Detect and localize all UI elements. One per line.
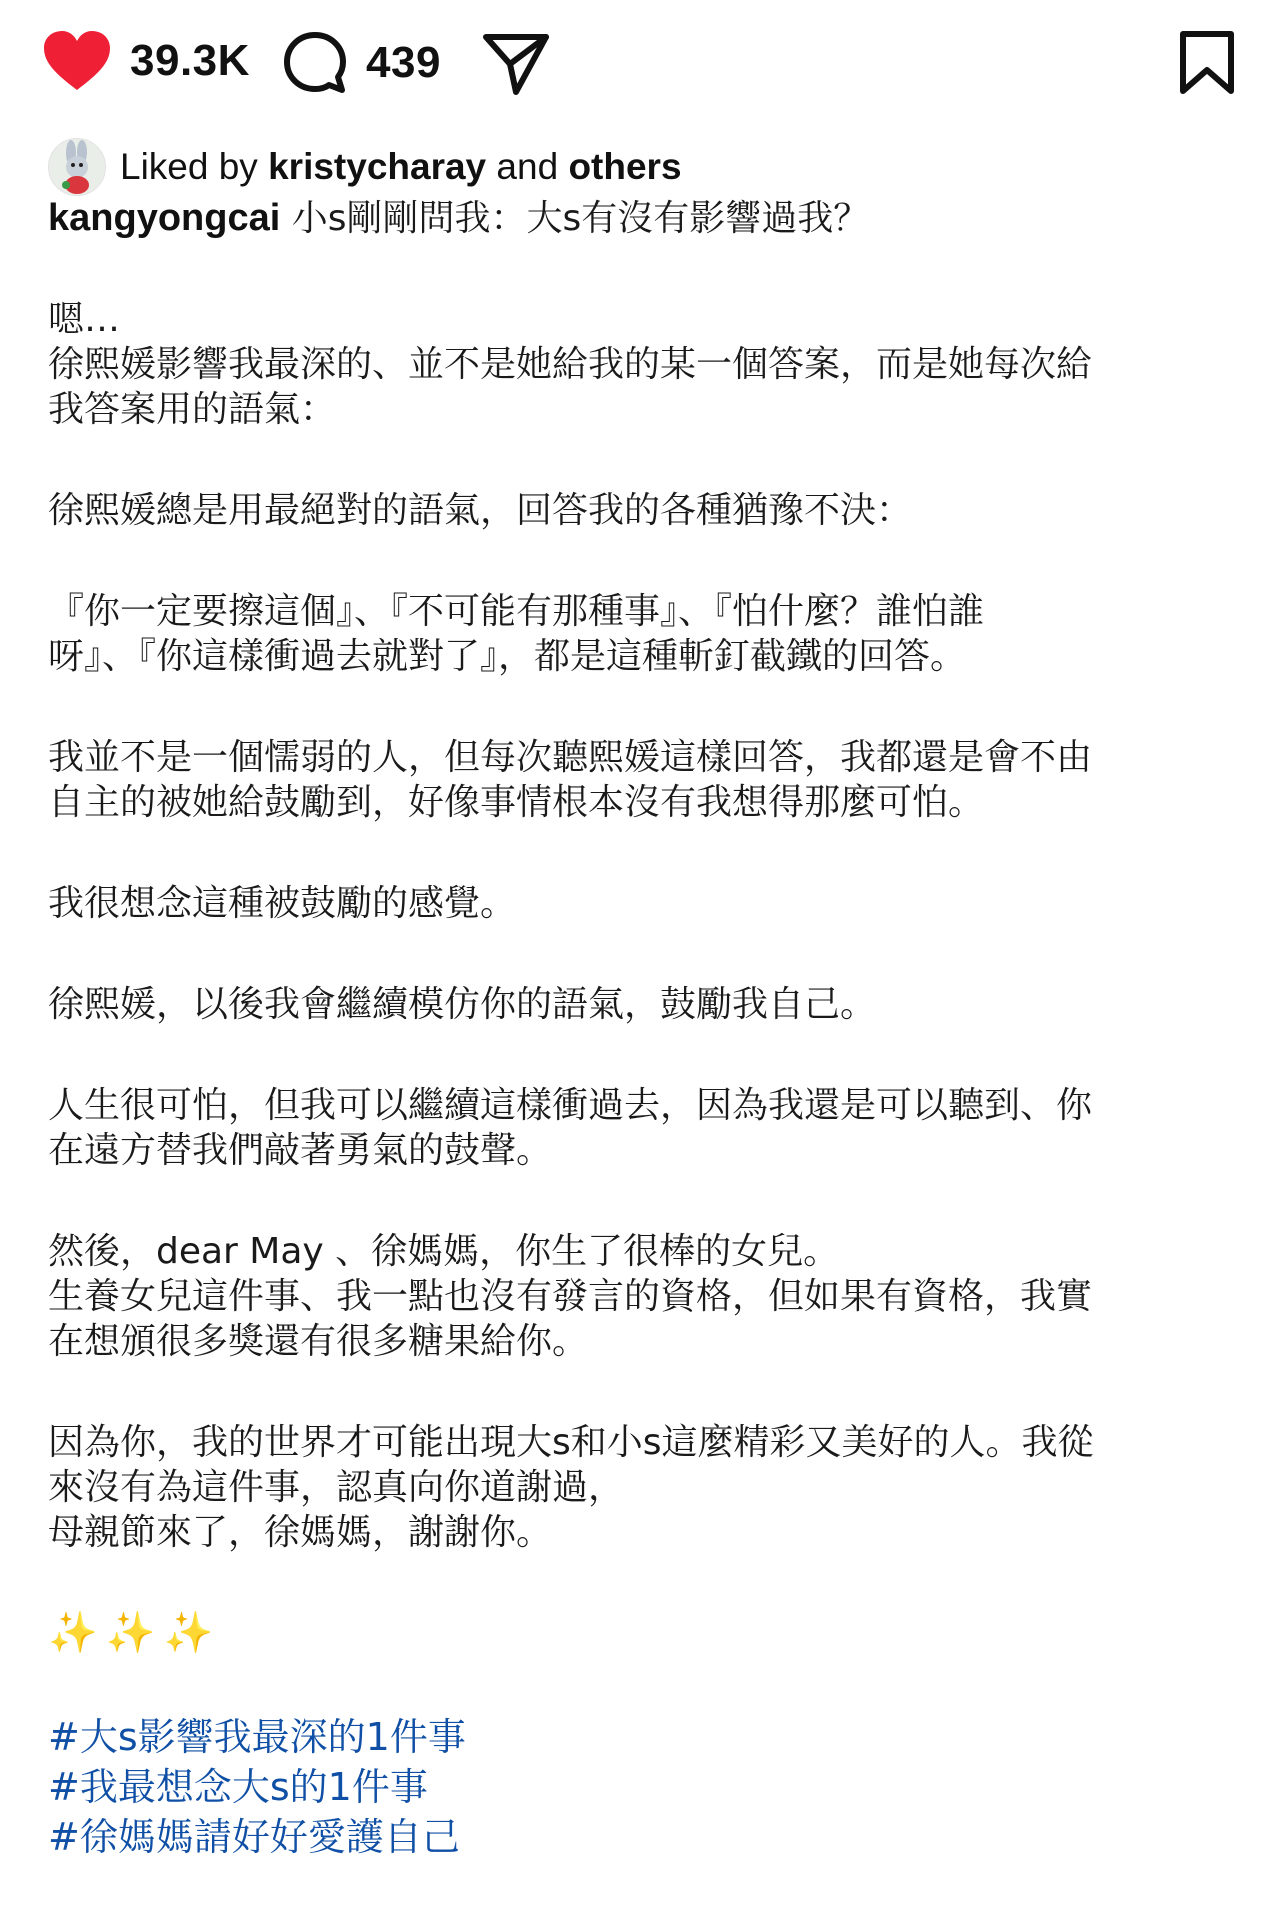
caption-paragraph: 我並不是一個懦弱的人，但每次聽熙媛這樣回答，我都還是會不由 自主的被她給鼓勵到，好像事情根本沒有我想得那麼可怕。: [48, 737, 1093, 823]
comment-bubble-icon[interactable]: [282, 30, 348, 96]
caption-first-line: [48, 196, 1248, 241]
caption-paragraph: 人生很可怕，但我可以繼續這樣衝過去，因為我還是可以聽到、你 在遠方替我們敲著勇氣的鼓聲。: [48, 1085, 1093, 1171]
liked-by-prefix: Liked by: [120, 146, 269, 187]
caption-opening-text: 小s剛剛問我：大s有沒有影響過我？: [280, 198, 870, 239]
others-link[interactable]: others: [568, 146, 682, 187]
comment-action[interactable]: [282, 30, 441, 96]
hashtag-link[interactable]: #我最想念大s的1件事: [48, 1765, 428, 1809]
caption-paragraph: 嗯… 徐熙媛影響我最深的、並不是她給我的某一個答案，而是她每次給 我答案用的語氣：: [48, 299, 1093, 430]
rabbit-avatar-icon: [49, 139, 105, 195]
bookmark-icon[interactable]: [1179, 30, 1235, 96]
caption-paragraph: 『你一定要擦這個』、『不可能有那種事』、『怕什麼？誰怕誰 呀』、『你這樣衝過去就對了』，都是這種斬釘截鐵的回答。: [48, 591, 985, 677]
caption-paragraph: 徐熙媛總是用最絕對的語氣，回答我的各種猶豫不決：: [48, 490, 913, 531]
share-action[interactable]: [482, 32, 550, 96]
post-action-bar: [0, 0, 1284, 130]
caption-paragraph: 因為你，我的世界才可能出現大s和小s這麼精彩又美好的人。我從 來沒有為這件事，認真向你道謝過， 母親節來了，徐媽媽，謝謝你。: [48, 1422, 1094, 1553]
caption-paragraph: 徐熙媛，以後我會繼續模仿你的語氣，鼓勵我自己。: [48, 984, 877, 1025]
liked-by-text: [120, 146, 682, 188]
like-action[interactable]: [42, 30, 250, 92]
hashtag-list: [48, 1712, 1248, 1862]
caption-paragraph: 我很想念這種被鼓勵的感覺。: [48, 883, 517, 924]
save-action[interactable]: [1179, 30, 1235, 96]
hashtag-link[interactable]: #徐媽媽請好好愛護自己: [48, 1815, 460, 1859]
hashtag-link[interactable]: #大s影響我最深的1件事: [48, 1715, 466, 1759]
post-caption: [48, 196, 1248, 1862]
liker-username-link[interactable]: kristycharay: [268, 146, 487, 187]
send-paper-plane-icon[interactable]: [482, 32, 550, 96]
comments-count: 439: [366, 38, 441, 87]
author-username-link[interactable]: kangyongcai: [48, 197, 281, 239]
liked-by-connector: and: [486, 146, 569, 187]
liker-avatar[interactable]: [48, 138, 106, 196]
caption-paragraph: 然後，dear May 、徐媽媽，你生了很棒的女兒。 生養女兒這件事、我一點也沒有發言的資格，但如果有資格，我實 在想頒很多獎還有很多糖果給你。: [48, 1231, 1093, 1362]
likes-count: 39.3K: [130, 36, 250, 85]
heart-icon[interactable]: [42, 30, 112, 92]
sparkles-emoji: ✨✨✨: [48, 1610, 222, 1656]
liked-by-row: [48, 138, 682, 196]
